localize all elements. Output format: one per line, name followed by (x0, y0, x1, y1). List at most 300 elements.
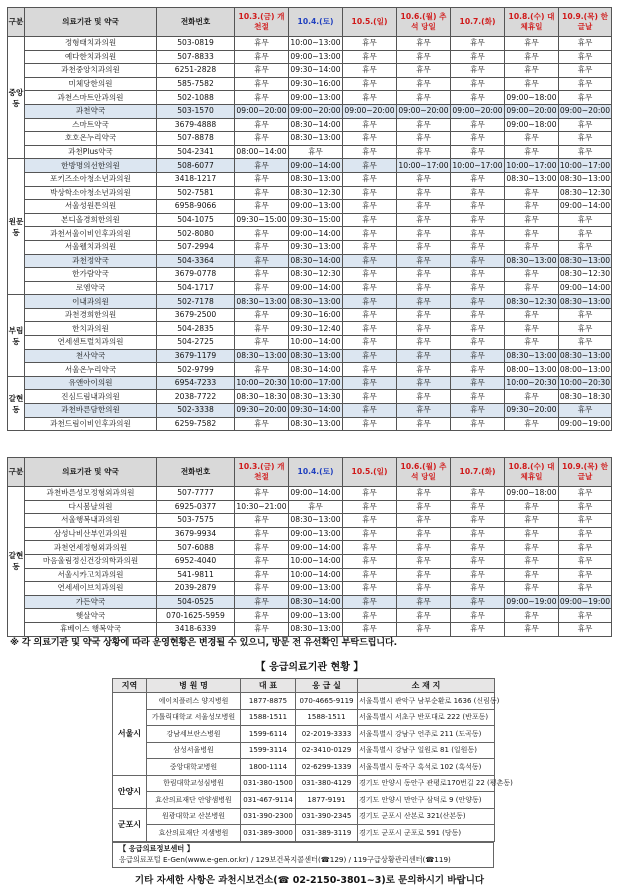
hours-cell: 휴무 (451, 417, 505, 431)
phone-number: 503-0819 (157, 37, 235, 51)
hours-cell: 08:30~13:00 (289, 349, 343, 363)
hours-cell: 08:30~13:00 (505, 254, 559, 268)
hours-cell: 08:30~13:00 (289, 172, 343, 186)
hours-cell: 휴무 (397, 390, 451, 404)
header-region: 구분 (8, 458, 25, 487)
hours-cell: 휴무 (397, 487, 451, 501)
hospital-name: 삼성서울병원 (147, 742, 241, 759)
hours-cell: 09:00~13:00 (289, 50, 343, 64)
hours-cell: 휴무 (505, 554, 559, 568)
hours-cell: 휴무 (235, 37, 289, 51)
hours-cell: 08:30~14:00 (289, 254, 343, 268)
institution-name: 호호온누리약국 (25, 132, 157, 146)
hours-cell: 휴무 (559, 77, 612, 91)
hours-cell: 08:30~14:00 (289, 118, 343, 132)
er-phone: 031-390-2345 (296, 808, 358, 825)
hours-cell: 휴무 (451, 554, 505, 568)
hours-cell: 휴무 (559, 145, 612, 159)
hours-cell: 휴무 (505, 37, 559, 51)
hours-cell: 휴무 (451, 500, 505, 514)
hours-cell: 09:30~13:00 (289, 240, 343, 254)
hours-cell: 휴무 (559, 118, 612, 132)
table-row (8, 145, 612, 159)
hours-cell: 휴무 (397, 132, 451, 146)
hours-cell: 09:00~20:00 (505, 104, 559, 118)
hours-cell: 휴무 (235, 417, 289, 431)
hours-cell: 휴무 (559, 132, 612, 146)
table-row (8, 281, 612, 295)
hours-cell: 09:00~13:00 (289, 200, 343, 214)
hours-cell: 09:00~14:00 (559, 281, 612, 295)
hours-cell: 08:30~12:30 (289, 186, 343, 200)
hours-cell: 휴무 (343, 213, 397, 227)
hours-cell: 휴무 (397, 295, 451, 309)
table-row (8, 77, 612, 91)
hours-cell: 휴무 (451, 527, 505, 541)
table-row (8, 295, 612, 309)
er-phone: 031-380-4129 (296, 775, 358, 792)
hours-cell: 휴무 (397, 514, 451, 528)
emergency-header-row (113, 679, 495, 693)
hours-cell: 휴무 (505, 227, 559, 241)
emergency-header-addr: 소 재 지 (358, 679, 495, 693)
hours-cell: 휴무 (235, 582, 289, 596)
hours-cell: 휴무 (451, 145, 505, 159)
emergency-row (113, 808, 495, 825)
hours-cell: 09:00~13:00 (289, 527, 343, 541)
hours-cell: 휴무 (559, 91, 612, 105)
hours-cell: 08:30~12:30 (289, 268, 343, 282)
phone-number: 502-3338 (157, 404, 235, 418)
hours-cell: 휴무 (235, 159, 289, 173)
hours-cell: 휴무 (235, 541, 289, 555)
phone-number: 6259-7582 (157, 417, 235, 431)
table-row (8, 349, 612, 363)
header-day-6: 10.8.(수) 대체휴일 (505, 8, 559, 37)
table-row (8, 200, 612, 214)
hours-cell: 휴무 (505, 568, 559, 582)
hours-cell: 휴무 (235, 514, 289, 528)
hours-cell: 08:30~13:00 (289, 514, 343, 528)
hours-cell: 휴무 (343, 50, 397, 64)
emergency-info-box (112, 842, 494, 868)
phone-number: 070-1625-5959 (157, 609, 235, 623)
hours-cell: 휴무 (343, 527, 397, 541)
region-cell: 갈현동 (8, 487, 25, 637)
hours-cell: 휴무 (235, 118, 289, 132)
hours-cell: 휴무 (235, 240, 289, 254)
table-row (8, 322, 612, 336)
hours-cell: 휴무 (235, 132, 289, 146)
hours-cell: 휴무 (451, 622, 505, 636)
hours-cell: 10:00~20:30 (505, 376, 559, 390)
hours-cell: 휴무 (559, 404, 612, 418)
hours-cell: 08:30~13:30 (289, 390, 343, 404)
institution-name: 유앤아이의원 (25, 376, 157, 390)
hours-cell: 휴무 (289, 500, 343, 514)
hours-cell: 휴무 (451, 336, 505, 350)
institution-name: 다시봄날의원 (25, 500, 157, 514)
schedule-body-2 (8, 487, 612, 637)
hours-cell: 휴무 (451, 281, 505, 295)
phone-number: 504-0525 (157, 595, 235, 609)
table-row (8, 336, 612, 350)
hours-cell: 휴무 (451, 172, 505, 186)
hours-cell: 휴무 (235, 254, 289, 268)
phone-number: 6251-2828 (157, 64, 235, 78)
table-row (8, 91, 612, 105)
hours-cell: 08:30~13:00 (559, 349, 612, 363)
hours-cell: 휴무 (235, 281, 289, 295)
phone-number: 6954-7233 (157, 376, 235, 390)
hours-cell: 09:30~16:00 (289, 308, 343, 322)
phone-number: 502-8080 (157, 227, 235, 241)
er-phone: 02-2019-3333 (296, 726, 358, 743)
hospital-address: 경기도 군포시 산본로 321(산본동) (358, 808, 495, 825)
hours-cell: 휴무 (343, 172, 397, 186)
hospital-address: 서울특별시 강남구 일원로 81 (일원동) (358, 742, 495, 759)
hospital-name: 원광대학교 산본병원 (147, 808, 241, 825)
institution-name: 포키즈소아청소년과의원 (25, 172, 157, 186)
table-row (8, 132, 612, 146)
hours-cell: 휴무 (343, 91, 397, 105)
hours-cell: 휴무 (343, 295, 397, 309)
institution-name: 삼성나비산부인과의원 (25, 527, 157, 541)
hours-cell: 휴무 (343, 145, 397, 159)
phone-number: 502-9799 (157, 363, 235, 377)
hours-cell: 10:00~14:00 (289, 568, 343, 582)
hours-cell: 휴무 (397, 213, 451, 227)
institution-name: 과천경희한의원 (25, 308, 157, 322)
hours-cell: 휴무 (451, 118, 505, 132)
header-day-3: 10.5.(일) (343, 458, 397, 487)
hours-cell: 휴무 (559, 514, 612, 528)
institution-name: 본디올경희한의원 (25, 213, 157, 227)
hours-cell: 휴무 (235, 227, 289, 241)
hours-cell: 휴무 (235, 622, 289, 636)
header-day-1: 10.3.(금) 개천절 (235, 458, 289, 487)
hours-cell: 08:00~14:00 (235, 145, 289, 159)
header-day-4: 10.6.(월) 추석 당일 (397, 458, 451, 487)
hours-cell: 휴무 (505, 213, 559, 227)
hours-cell: 09:00~14:00 (289, 159, 343, 173)
hours-cell: 휴무 (397, 363, 451, 377)
hours-cell: 휴무 (505, 132, 559, 146)
hours-cell: 휴무 (451, 50, 505, 64)
hours-cell: 08:30~13:00 (235, 349, 289, 363)
header-region: 구분 (8, 8, 25, 37)
hours-cell: 휴무 (397, 37, 451, 51)
hours-cell: 휴무 (451, 37, 505, 51)
hours-cell: 휴무 (343, 417, 397, 431)
hours-cell: 08:30~14:00 (289, 363, 343, 377)
header-name: 의료기관 및 약국 (25, 8, 157, 37)
hours-cell: 휴무 (397, 50, 451, 64)
table-row (8, 527, 612, 541)
hours-cell: 휴무 (505, 77, 559, 91)
hours-cell: 09:00~14:00 (289, 227, 343, 241)
hospital-name: 효산의료재단 지샘병원 (147, 825, 241, 842)
hours-cell: 휴무 (235, 527, 289, 541)
main-phone: 1599-3114 (241, 742, 296, 759)
hours-cell: 09:30~15:00 (289, 213, 343, 227)
hours-cell: 휴무 (505, 186, 559, 200)
emergency-region: 안양시 (113, 775, 147, 808)
emergency-header-er: 응 급 실 (296, 679, 358, 693)
hours-cell: 휴무 (235, 363, 289, 377)
hospital-address: 서울특별시 관악구 남부순환로 1636 (신림동) (358, 693, 495, 710)
institution-name: 가든약국 (25, 595, 157, 609)
hours-cell: 휴무 (397, 376, 451, 390)
table-row (8, 417, 612, 431)
main-phone: 1588-1511 (241, 709, 296, 726)
hours-cell: 휴무 (397, 77, 451, 91)
institution-name: 과천약국 (25, 104, 157, 118)
hours-cell: 휴무 (397, 404, 451, 418)
institution-name: 과천중앙치과의원 (25, 64, 157, 78)
hours-cell: 휴무 (451, 404, 505, 418)
hours-cell: 휴무 (343, 376, 397, 390)
hours-cell: 09:00~20:00 (559, 104, 612, 118)
hours-cell: 휴무 (343, 554, 397, 568)
phone-number: 502-1088 (157, 91, 235, 105)
main-phone: 031-389-3000 (241, 825, 296, 842)
emergency-body (113, 693, 513, 842)
hours-cell: 휴무 (343, 77, 397, 91)
emergency-info-title: 【 응급의료정보센터 】 (119, 844, 194, 853)
hours-cell: 09:30~16:00 (289, 77, 343, 91)
hours-cell: 휴무 (397, 349, 451, 363)
table-row (8, 104, 612, 118)
institution-name: 과천바른담한의원 (25, 404, 157, 418)
hours-cell: 휴무 (559, 37, 612, 51)
institution-name: 서울성원튼의원 (25, 200, 157, 214)
table-row (8, 376, 612, 390)
hours-cell: 휴무 (235, 322, 289, 336)
hours-cell: 09:00~20:00 (343, 104, 397, 118)
table-row (8, 50, 612, 64)
hours-cell: 휴무 (343, 132, 397, 146)
hours-cell: 09:00~19:00 (505, 595, 559, 609)
institution-name: 미체당한의원 (25, 77, 157, 91)
table-row (8, 595, 612, 609)
hours-cell: 휴무 (451, 268, 505, 282)
hours-cell: 휴무 (505, 582, 559, 596)
region-cell: 원문동 (8, 159, 25, 295)
hours-cell: 09:00~18:00 (505, 118, 559, 132)
phone-number: 2038-7722 (157, 390, 235, 404)
hours-cell: 휴무 (559, 322, 612, 336)
region-cell: 중앙동 (8, 37, 25, 159)
phone-number: 507-8878 (157, 132, 235, 146)
hours-cell: 휴무 (505, 417, 559, 431)
emergency-row (113, 693, 495, 710)
hours-cell: 휴무 (343, 308, 397, 322)
hours-cell: 휴무 (397, 186, 451, 200)
hours-cell: 휴무 (343, 186, 397, 200)
hours-cell: 휴무 (451, 363, 505, 377)
institution-name: 과천바른성모정형외과의원 (25, 487, 157, 501)
phone-number: 6925-0377 (157, 500, 235, 514)
hours-cell: 10:00~17:00 (451, 159, 505, 173)
region-cell: 부림동 (8, 295, 25, 377)
hours-cell: 휴무 (235, 77, 289, 91)
hours-cell: 09:00~13:00 (289, 609, 343, 623)
hours-cell: 휴무 (451, 308, 505, 322)
hours-cell: 휴무 (451, 295, 505, 309)
table-row (8, 64, 612, 78)
institution-name: 서울행복내과의원 (25, 514, 157, 528)
hours-cell: 09:00~13:00 (289, 91, 343, 105)
hours-cell: 휴무 (451, 213, 505, 227)
notice-text: ※ 각 의료기관 및 약국 상황에 따라 운영현황은 변경될 수 있으니, 방문 전 유선확인 부탁드립니다. (10, 637, 397, 648)
hours-cell: 09:30~12:40 (289, 322, 343, 336)
hours-cell: 휴무 (505, 64, 559, 78)
hours-cell: 휴무 (451, 186, 505, 200)
main-phone: 031-390-2300 (241, 808, 296, 825)
hours-cell: 휴무 (451, 322, 505, 336)
hours-cell: 휴무 (505, 50, 559, 64)
hours-cell: 휴무 (397, 336, 451, 350)
hours-cell: 10:00~20:30 (235, 376, 289, 390)
hours-cell: 휴무 (505, 527, 559, 541)
hospital-name: 강남세브란스병원 (147, 726, 241, 743)
hours-cell: 휴무 (397, 64, 451, 78)
phone-number: 3679-0778 (157, 268, 235, 282)
hours-cell: 08:30~13:00 (235, 295, 289, 309)
phone-number: 507-7777 (157, 487, 235, 501)
footer-contact: 기타 자세한 사항은 과천시보건소(☎ 02-2150-3801~3)로 문의하시기 바랍니다 (134, 875, 485, 886)
hours-cell: 휴무 (397, 541, 451, 555)
phone-number: 3679-1179 (157, 349, 235, 363)
hours-cell: 10:00~20:30 (559, 376, 612, 390)
hours-cell: 휴무 (451, 254, 505, 268)
hours-cell: 휴무 (235, 609, 289, 623)
phone-number: 541-9811 (157, 568, 235, 582)
hours-cell: 08:30~18:30 (559, 390, 612, 404)
institution-name: 로엠약국 (25, 281, 157, 295)
hours-cell: 10:00~14:00 (289, 554, 343, 568)
hours-cell: 09:00~18:00 (505, 91, 559, 105)
hours-cell: 휴무 (397, 622, 451, 636)
hours-cell: 휴무 (343, 336, 397, 350)
hours-cell: 휴무 (505, 322, 559, 336)
phone-number: 3679-4888 (157, 118, 235, 132)
institution-name: 박상학소아청소년과의원 (25, 186, 157, 200)
table-row (8, 213, 612, 227)
table-row (8, 514, 612, 528)
institution-name: 휴베이스 행복약국 (25, 622, 157, 636)
table-row (8, 487, 612, 501)
hours-cell: 휴무 (343, 254, 397, 268)
hours-cell: 08:30~12:30 (559, 186, 612, 200)
hours-cell: 휴무 (397, 172, 451, 186)
main-phone: 1877-8875 (241, 693, 296, 710)
phone-number: 502-7581 (157, 186, 235, 200)
hours-cell: 09:00~18:00 (505, 487, 559, 501)
hours-cell: 휴무 (505, 145, 559, 159)
hours-cell: 휴무 (451, 390, 505, 404)
hours-cell: 휴무 (343, 514, 397, 528)
emergency-row (113, 792, 495, 809)
institution-name: 과천정약국 (25, 254, 157, 268)
hours-cell: 휴무 (343, 541, 397, 555)
hours-cell: 10:00~14:00 (289, 336, 343, 350)
institution-name: 연세세이브치과의원 (25, 582, 157, 596)
table-row (8, 609, 612, 623)
hours-cell: 휴무 (235, 554, 289, 568)
table-header-row (8, 458, 612, 487)
hours-cell: 휴무 (451, 541, 505, 555)
phone-number: 6958-9066 (157, 200, 235, 214)
phone-number: 585-7582 (157, 77, 235, 91)
hours-cell: 휴무 (451, 582, 505, 596)
hours-cell: 09:00~14:00 (559, 200, 612, 214)
institution-name: 이내과의원 (25, 295, 157, 309)
hours-cell: 휴무 (451, 240, 505, 254)
hours-cell: 휴무 (397, 145, 451, 159)
hours-cell: 08:30~13:00 (289, 622, 343, 636)
institution-name: 한방명의선한의원 (25, 159, 157, 173)
hours-cell: 휴무 (451, 200, 505, 214)
hospital-name: 효산의료재단 안양샘병원 (147, 792, 241, 809)
table-row (8, 118, 612, 132)
table-row (8, 268, 612, 282)
hours-cell: 08:30~12:30 (505, 295, 559, 309)
table-header-row (8, 8, 612, 37)
institution-name: 연세센트럴치과의원 (25, 336, 157, 350)
hours-cell: 09:00~14:00 (289, 541, 343, 555)
phone-number: 3418-6339 (157, 622, 235, 636)
hospital-address: 경기도 안양시 동안구 관평로170번길 22 (평촌동) (358, 775, 495, 792)
table-row (8, 37, 612, 51)
hours-cell: 휴무 (397, 500, 451, 514)
hours-cell: 09:30~20:00 (505, 404, 559, 418)
hours-cell: 09:30~15:00 (235, 213, 289, 227)
hours-cell: 휴무 (343, 322, 397, 336)
table-row (8, 308, 612, 322)
hours-cell: 휴무 (505, 390, 559, 404)
hours-cell: 휴무 (343, 595, 397, 609)
hours-cell: 휴무 (235, 50, 289, 64)
hours-cell: 휴무 (397, 527, 451, 541)
hours-cell: 08:30~13:00 (289, 417, 343, 431)
hospital-name: 한림대학교성심병원 (147, 775, 241, 792)
phone-number: 504-2725 (157, 336, 235, 350)
hours-cell: 휴무 (559, 336, 612, 350)
table-row (8, 159, 612, 173)
hospital-name: 가톨릭대학교 서울성모병원 (147, 709, 241, 726)
schedule-table-1 (7, 7, 612, 431)
hours-cell: 휴무 (559, 622, 612, 636)
hours-cell: 휴무 (451, 64, 505, 78)
institution-name: 예다한치과의원 (25, 50, 157, 64)
hours-cell: 휴무 (235, 186, 289, 200)
institution-name: 스마트약국 (25, 118, 157, 132)
table-row (8, 363, 612, 377)
hours-cell: 휴무 (451, 595, 505, 609)
hours-cell: 10:00~17:00 (505, 159, 559, 173)
hours-cell: 휴무 (343, 390, 397, 404)
header-day-7: 10.9.(목) 한글날 (559, 8, 612, 37)
hours-cell: 09:30~14:00 (289, 404, 343, 418)
header-day-5: 10.7.(화) (451, 8, 505, 37)
phone-number: 2039-2879 (157, 582, 235, 596)
emergency-row (113, 726, 495, 743)
hours-cell: 09:00~20:00 (235, 104, 289, 118)
hours-cell: 휴무 (559, 527, 612, 541)
emergency-row (113, 825, 495, 842)
